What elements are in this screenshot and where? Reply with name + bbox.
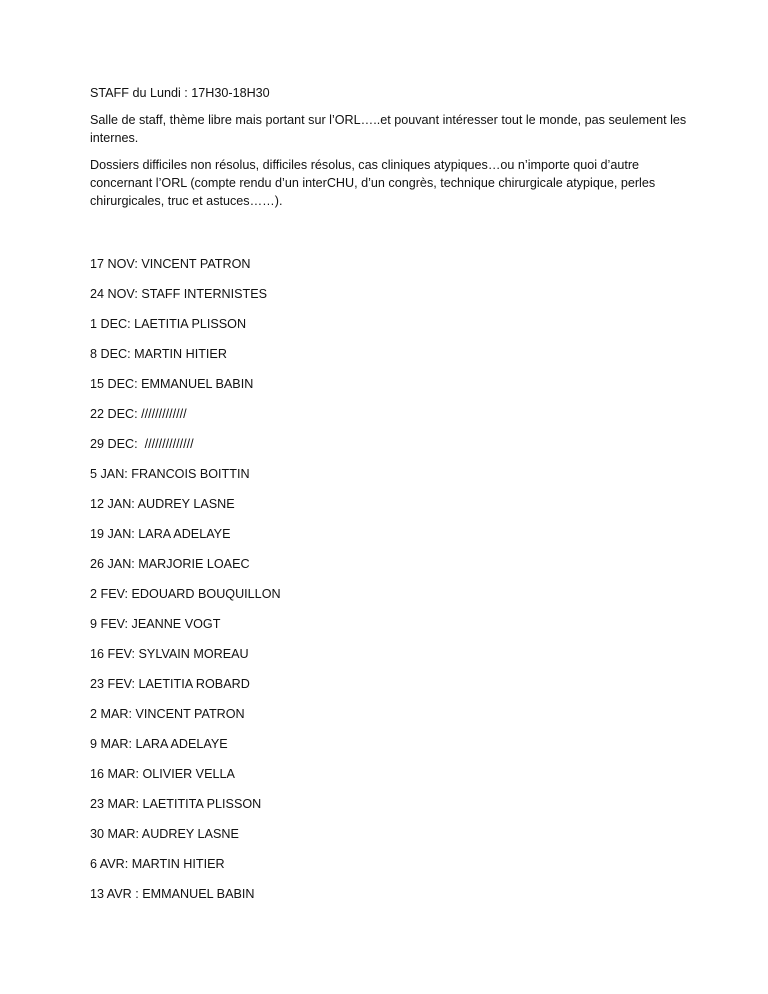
schedule-entry: 13 AVR : EMMANUEL BABIN [90, 887, 255, 901]
schedule-entry: 15 DEC: EMMANUEL BABIN [90, 377, 254, 391]
schedule-entry: 30 MAR: AUDREY LASNE [90, 827, 239, 841]
schedule-entry: 29 DEC: ////////////// [90, 437, 194, 451]
schedule-entry: 9 FEV: JEANNE VOGT [90, 617, 221, 631]
schedule-entry: 19 JAN: LARA ADELAYE [90, 527, 231, 541]
schedule-entry: 16 FEV: SYLVAIN MOREAU [90, 647, 249, 661]
blank-line [90, 219, 690, 255]
document-title: STAFF du Lundi : 17H30-18H30 [90, 86, 270, 100]
schedule-entry: 23 FEV: LAETITIA ROBARD [90, 677, 250, 691]
schedule-entry: 26 JAN: MARJORIE LOAEC [90, 557, 250, 571]
intro-paragraph-1: Salle de staff, thème libre mais portant sur l’ORL…..et pouvant intéresser tout le monde, pas seulement les internes. [90, 113, 687, 145]
schedule-entry: 24 NOV: STAFF INTERNISTES [90, 287, 268, 301]
schedule-entry: 23 MAR: LAETITITA PLISSON [90, 797, 262, 811]
schedule-list [90, 255, 690, 903]
schedule-entry: 5 JAN: FRANCOIS BOITTIN [90, 467, 250, 481]
intro-paragraph-2: Dossiers difficiles non résolus, difficiles résolus, cas cliniques atypiques…ou n’importe quoi d’autre concernant l’ORL (compte rendu d’un interCHU, d’un congrès, technique chirurgicale atypique, perles chirurgicales, truc et astuces……). [90, 158, 656, 208]
schedule-entry: 22 DEC: ///////////// [90, 407, 187, 421]
schedule-entry: 8 DEC: MARTIN HITIER [90, 347, 227, 361]
schedule-entry: 2 MAR: VINCENT PATRON [90, 707, 245, 721]
schedule-entry: 17 NOV: VINCENT PATRON [90, 257, 251, 271]
schedule-entry: 1 DEC: LAETITIA PLISSON [90, 317, 247, 331]
schedule-entry: 2 FEV: EDOUARD BOUQUILLON [90, 587, 281, 601]
schedule-entry: 12 JAN: AUDREY LASNE [90, 497, 235, 511]
schedule-entry: 16 MAR: OLIVIER VELLA [90, 767, 235, 781]
schedule-entry: 9 MAR: LARA ADELAYE [90, 737, 228, 751]
document-body [90, 84, 690, 915]
schedule-entry: 6 AVR: MARTIN HITIER [90, 857, 225, 871]
